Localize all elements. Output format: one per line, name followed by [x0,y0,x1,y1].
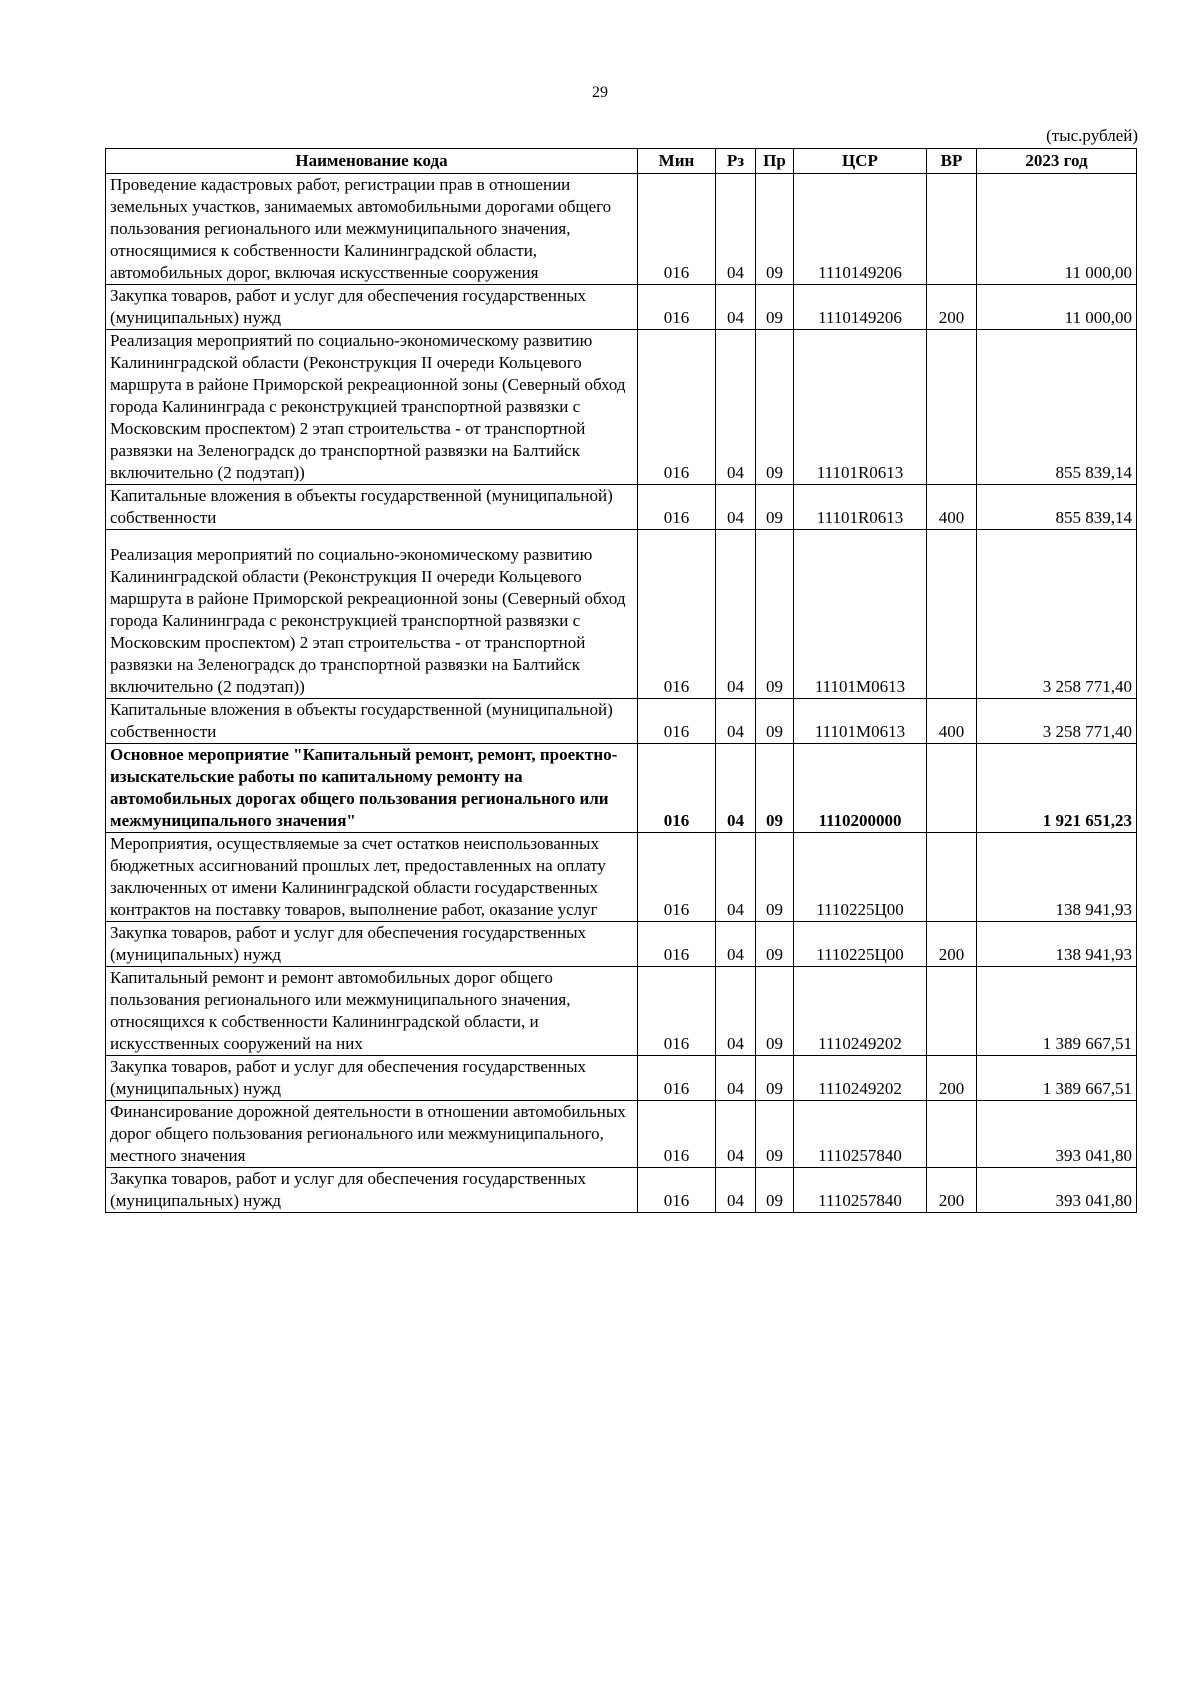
table-row [106,330,1137,485]
cell-csr: 1110200000 [794,744,927,833]
cell-sum: 11 000,00 [977,285,1137,330]
cell-sum: 138 941,93 [977,833,1137,922]
cell-name: Реализация мероприятий по социально-экономическому развитию Калининградской области (Реконструкция II очереди Кольцевого маршрута в районе Приморской рекреационной зоны (Северный обход города Калининграда с реконструкцией транспортной развязки с Московским проспектом) 2 этап строительства - от транспортной развязки на Зеленоградск до транспортной развязки на Балтийск включительно (2 подэтап)) [106,330,638,485]
table-row [106,967,1137,1056]
cell-name: Закупка товаров, работ и услуг для обеспечения государственных (муниципальных) нужд [106,1168,638,1213]
cell-min: 016 [638,833,716,922]
cell-name: Закупка товаров, работ и услуг для обеспечения государственных (муниципальных) нужд [106,922,638,967]
cell-rz: 04 [716,285,756,330]
cell-vr: 200 [927,1168,977,1213]
cell-pr: 09 [756,330,794,485]
cell-rz: 04 [716,922,756,967]
header-name: Наименование кода [106,149,638,174]
cell-min: 016 [638,922,716,967]
cell-name: Основное мероприятие "Капитальный ремонт, ремонт, проектно-изыскательские работы по капитальному ремонту на автомобильных дорогах общего пользования регионального или межмуниципального значения" [106,744,638,833]
cell-rz: 04 [716,967,756,1056]
cell-vr [927,1101,977,1168]
cell-vr [927,744,977,833]
cell-vr: 400 [927,485,977,530]
cell-sum: 393 041,80 [977,1101,1137,1168]
cell-min: 016 [638,1101,716,1168]
cell-name: Мероприятия, осуществляемые за счет остатков неиспользованных бюджетных ассигнований прошлых лет, предоставленных на оплату заключенных от имени Калининградской области государственных контрактов на поставку товаров, выполнение работ, оказание услуг [106,833,638,922]
cell-name: Капитальный ремонт и ремонт автомобильных дорог общего пользования регионального или межмуниципального значения, относящихся к собственности Калининградской области, и искусственных сооружений на них [106,967,638,1056]
cell-vr: 400 [927,699,977,744]
cell-min: 016 [638,174,716,285]
cell-csr: 11101M0613 [794,530,927,699]
cell-min: 016 [638,485,716,530]
table-row [106,744,1137,833]
table-header-row [106,149,1137,174]
table-row [106,1101,1137,1168]
cell-csr: 1110257840 [794,1101,927,1168]
table-row [106,1168,1137,1213]
cell-min: 016 [638,285,716,330]
cell-rz: 04 [716,530,756,699]
cell-sum: 3 258 771,40 [977,530,1137,699]
cell-csr: 11101R0613 [794,485,927,530]
cell-vr [927,330,977,485]
table-row [106,530,1137,699]
cell-pr: 09 [756,833,794,922]
cell-vr [927,967,977,1056]
cell-vr: 200 [927,922,977,967]
cell-vr: 200 [927,285,977,330]
units-label: (тыс.рублей) [1046,126,1138,145]
cell-min: 016 [638,330,716,485]
cell-rz: 04 [716,174,756,285]
cell-csr: 1110257840 [794,1168,927,1213]
cell-pr: 09 [756,967,794,1056]
cell-name: Финансирование дорожной деятельности в отношении автомобильных дорог общего пользования регионального или межмуниципального, местного значения [106,1101,638,1168]
cell-rz: 04 [716,833,756,922]
header-csr: ЦСР [794,149,927,174]
cell-csr: 1110249202 [794,1056,927,1101]
cell-csr: 1110149206 [794,285,927,330]
header-pr: Пр [756,149,794,174]
cell-vr [927,530,977,699]
cell-pr: 09 [756,699,794,744]
cell-sum: 855 839,14 [977,330,1137,485]
header-sum: 2023 год [977,149,1137,174]
cell-rz: 04 [716,699,756,744]
cell-pr: 09 [756,485,794,530]
page-number: 29 [592,84,608,101]
cell-sum: 1 389 667,51 [977,1056,1137,1101]
cell-pr: 09 [756,744,794,833]
cell-vr [927,174,977,285]
cell-csr: 1110225Ц00 [794,922,927,967]
cell-sum: 11 000,00 [977,174,1137,285]
cell-pr: 09 [756,174,794,285]
cell-pr: 09 [756,1056,794,1101]
cell-min: 016 [638,699,716,744]
cell-rz: 04 [716,1101,756,1168]
cell-csr: 11101M0613 [794,699,927,744]
cell-sum: 855 839,14 [977,485,1137,530]
cell-rz: 04 [716,1168,756,1213]
cell-sum: 393 041,80 [977,1168,1137,1213]
header-rz: Рз [716,149,756,174]
cell-pr: 09 [756,1101,794,1168]
cell-vr: 200 [927,1056,977,1101]
cell-min: 016 [638,744,716,833]
table-row [106,485,1137,530]
cell-min: 016 [638,1168,716,1213]
cell-name: Капитальные вложения в объекты государственной (муниципальной) собственности [106,699,638,744]
header-min: Мин [638,149,716,174]
cell-name: Закупка товаров, работ и услуг для обеспечения государственных (муниципальных) нужд [106,1056,638,1101]
cell-vr [927,833,977,922]
table-row [106,699,1137,744]
cell-min: 016 [638,967,716,1056]
cell-csr: 11101R0613 [794,330,927,485]
cell-name: Реализация мероприятий по социально-экономическому развитию Калининградской области (Реконструкция II очереди Кольцевого маршрута в районе Приморской рекреационной зоны (Северный обход города Калининграда с реконструкцией транспортной развязки с Московским проспектом) 2 этап строительства - от транспортной развязки на Зеленоградск до транспортной развязки на Балтийск включительно (2 подэтап)) [106,530,638,699]
cell-pr: 09 [756,530,794,699]
cell-csr: 1110249202 [794,967,927,1056]
cell-sum: 1 389 667,51 [977,967,1137,1056]
table-row [106,174,1137,285]
cell-csr: 1110149206 [794,174,927,285]
cell-csr: 1110225Ц00 [794,833,927,922]
table-row [106,1056,1137,1101]
cell-rz: 04 [716,330,756,485]
budget-table [105,148,1137,1213]
cell-rz: 04 [716,1056,756,1101]
cell-rz: 04 [716,485,756,530]
cell-sum: 1 921 651,23 [977,744,1137,833]
cell-name: Закупка товаров, работ и услуг для обеспечения государственных (муниципальных) нужд [106,285,638,330]
cell-name: Проведение кадастровых работ, регистрации прав в отношении земельных участков, занимаемых автомобильными дорогами общего пользования регионального или межмуниципального значения, относящимися к собственности Калининградской области, автомобильных дорог, включая искусственные сооружения [106,174,638,285]
cell-min: 016 [638,1056,716,1101]
table-row [106,285,1137,330]
cell-pr: 09 [756,922,794,967]
cell-sum: 3 258 771,40 [977,699,1137,744]
cell-name: Капитальные вложения в объекты государственной (муниципальной) собственности [106,485,638,530]
cell-rz: 04 [716,744,756,833]
cell-sum: 138 941,93 [977,922,1137,967]
cell-pr: 09 [756,1168,794,1213]
header-vr: ВР [927,149,977,174]
cell-min: 016 [638,530,716,699]
table-row [106,833,1137,922]
table-row [106,922,1137,967]
cell-pr: 09 [756,285,794,330]
